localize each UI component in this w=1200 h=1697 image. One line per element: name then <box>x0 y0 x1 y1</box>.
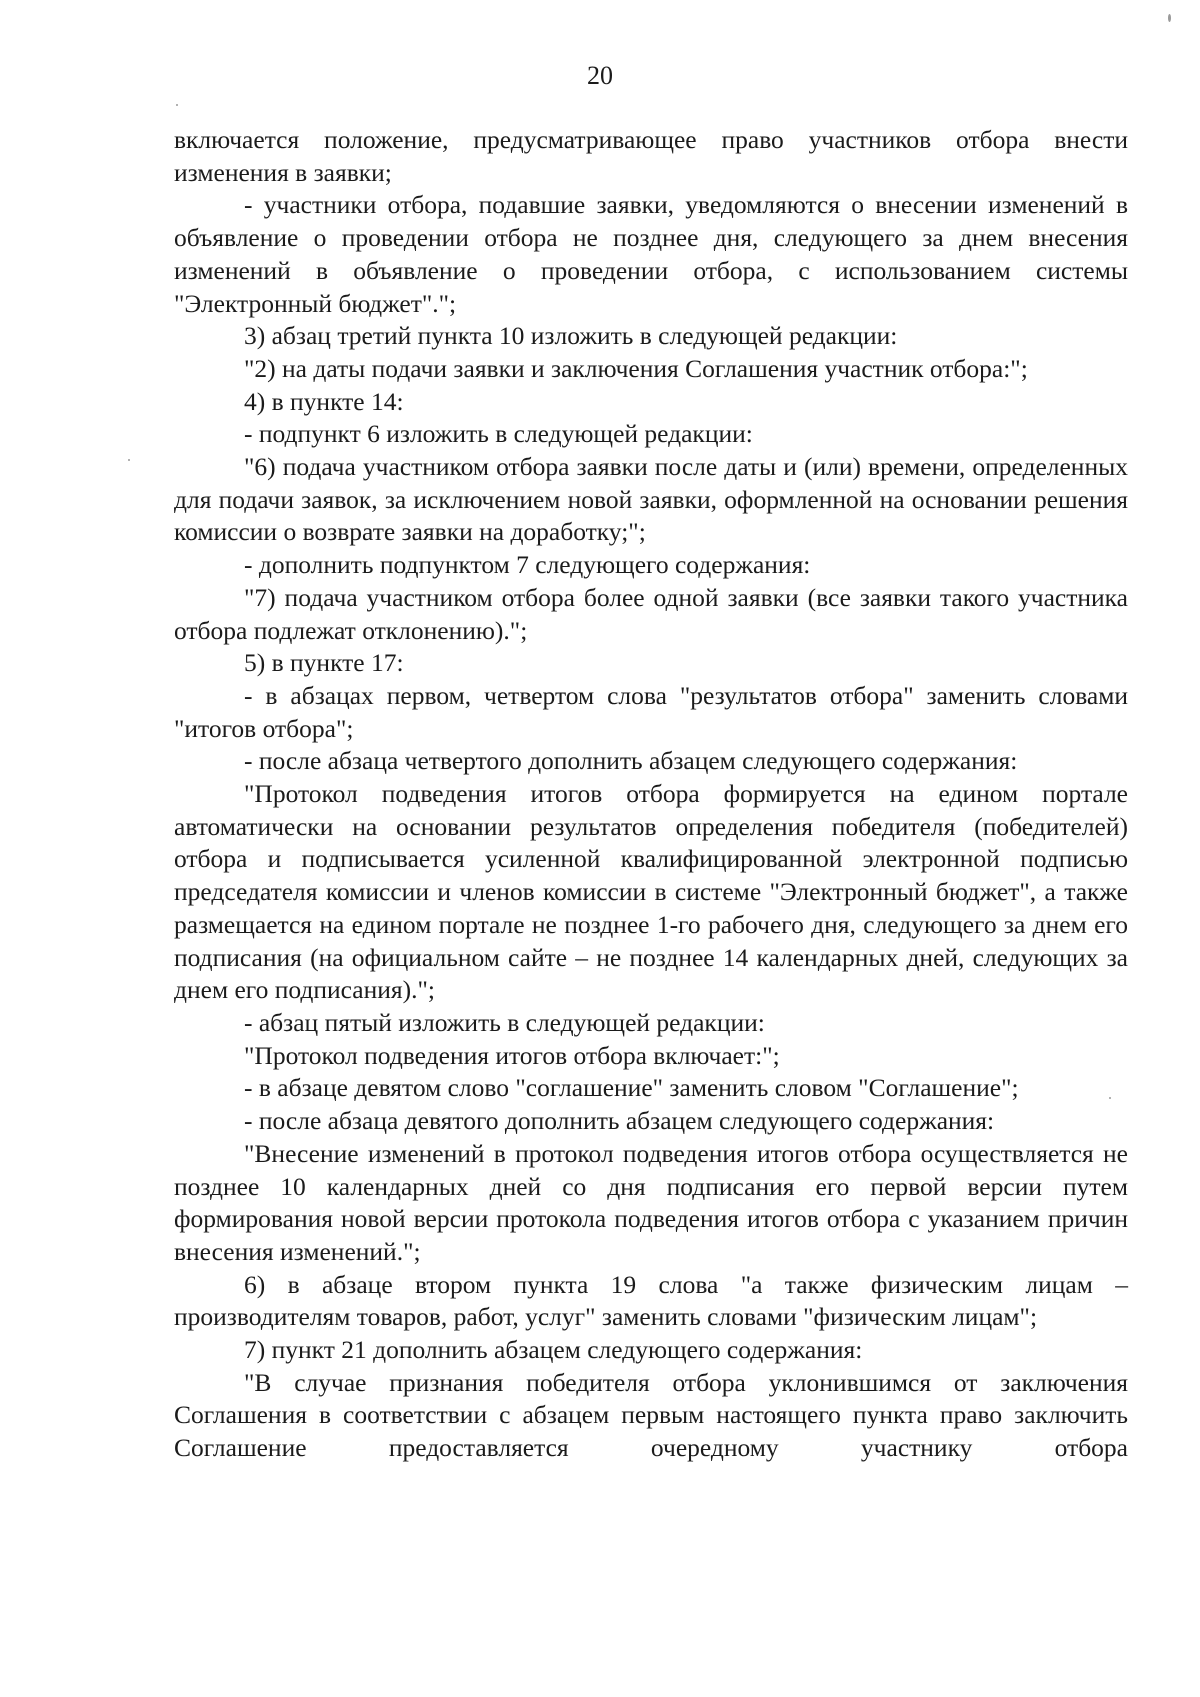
scan-speck <box>128 459 130 461</box>
paragraph: 6) в абзаце втором пункта 19 слова "а также физическим лицам – производителям товаров, работ, услуг" заменить словами "физическим лицам"; <box>174 1269 1128 1332</box>
paragraph: "7) подача участником отбора более одной заявки (все заявки такого участника отбора подлежат отклонению)."; <box>174 582 1128 645</box>
paragraph: 4) в пункте 14: <box>244 386 404 416</box>
paragraph: 3) абзац третий пункта 10 изложить в следующей редакции: <box>244 321 898 351</box>
paragraph: "6) подача участником отбора заявки после даты и (или) времени, определенных для подачи заявок, за исключением новой заявки, оформленной на основании решения комиссии о возврате заявки на доработку;"; <box>174 452 1128 547</box>
paragraph: 5) в пункте 17: <box>244 648 404 678</box>
paragraph: включается положение, предусматривающее право участников отбора внести изменения в заявки; <box>174 125 1128 187</box>
paragraph: "В случае признания победителя отбора уклонившимся от заключения Соглашения в соответствии с абзацем первым настоящего пункта право заключить Соглашение предоставляется очередному участнику отбора <box>174 1367 1128 1463</box>
scan-speck <box>1109 1097 1111 1099</box>
paragraph: - в абзаце девятом слово "соглашение" заменить словом "Соглашение"; <box>244 1073 1019 1103</box>
paragraph: - в абзацах первом, четвертом слова "результатов отбора" заменить словами "итогов отбора"; <box>174 680 1128 743</box>
paragraph: 7) пункт 21 дополнить абзацем следующего содержания: <box>244 1335 863 1365</box>
paragraph: - дополнить подпунктом 7 следующего содержания: <box>244 550 811 580</box>
scan-speck <box>176 104 178 106</box>
paragraph: "Внесение изменений в протокол подведения итогов отбора осуществляется не позднее 10 календарных дней со дня подписания его первой версии путем формирования новой версии протокола подведения итогов отбора с указанием причин внесения изменений."; <box>174 1138 1128 1266</box>
page-number: 20 <box>587 61 613 90</box>
paragraph: - абзац пятый изложить в следующей редакции: <box>244 1007 765 1037</box>
document-body <box>174 124 1128 1465</box>
paragraph: "Протокол подведения итогов отбора включает:"; <box>244 1040 780 1070</box>
paragraph: - после абзаца четвертого дополнить абзацем следующего содержания: <box>244 746 1018 776</box>
scan-speck <box>1168 14 1171 22</box>
paragraph: "2) на даты подачи заявки и заключения Соглашения участник отбора:"; <box>244 353 1028 383</box>
paragraph: - участники отбора, подавшие заявки, уведомляются о внесении изменений в объявление о проведении отбора не позднее дня, следующего за днем внесения изменений в объявление о проведении отбора, с использованием системы "Электронный бюджет"."; <box>174 190 1128 318</box>
paragraph: - после абзаца девятого дополнить абзацем следующего содержания: <box>244 1106 995 1136</box>
paragraph: - подпункт 6 изложить в следующей редакции: <box>244 419 753 449</box>
paragraph: "Протокол подведения итогов отбора формируется на едином портале автоматически на основании результатов определения победителя (победителей) отбора и подписывается усиленной квалифицированной электронной подписью председателя комиссии и членов комиссии в системе "Электронный бюджет", а также размещается на едином портале не позднее 1-го рабочего дня, следующего за днем его подписания (на официальном сайте – не позднее 14 календарных дней, следующих за днем его подписания)."; <box>174 779 1128 1005</box>
